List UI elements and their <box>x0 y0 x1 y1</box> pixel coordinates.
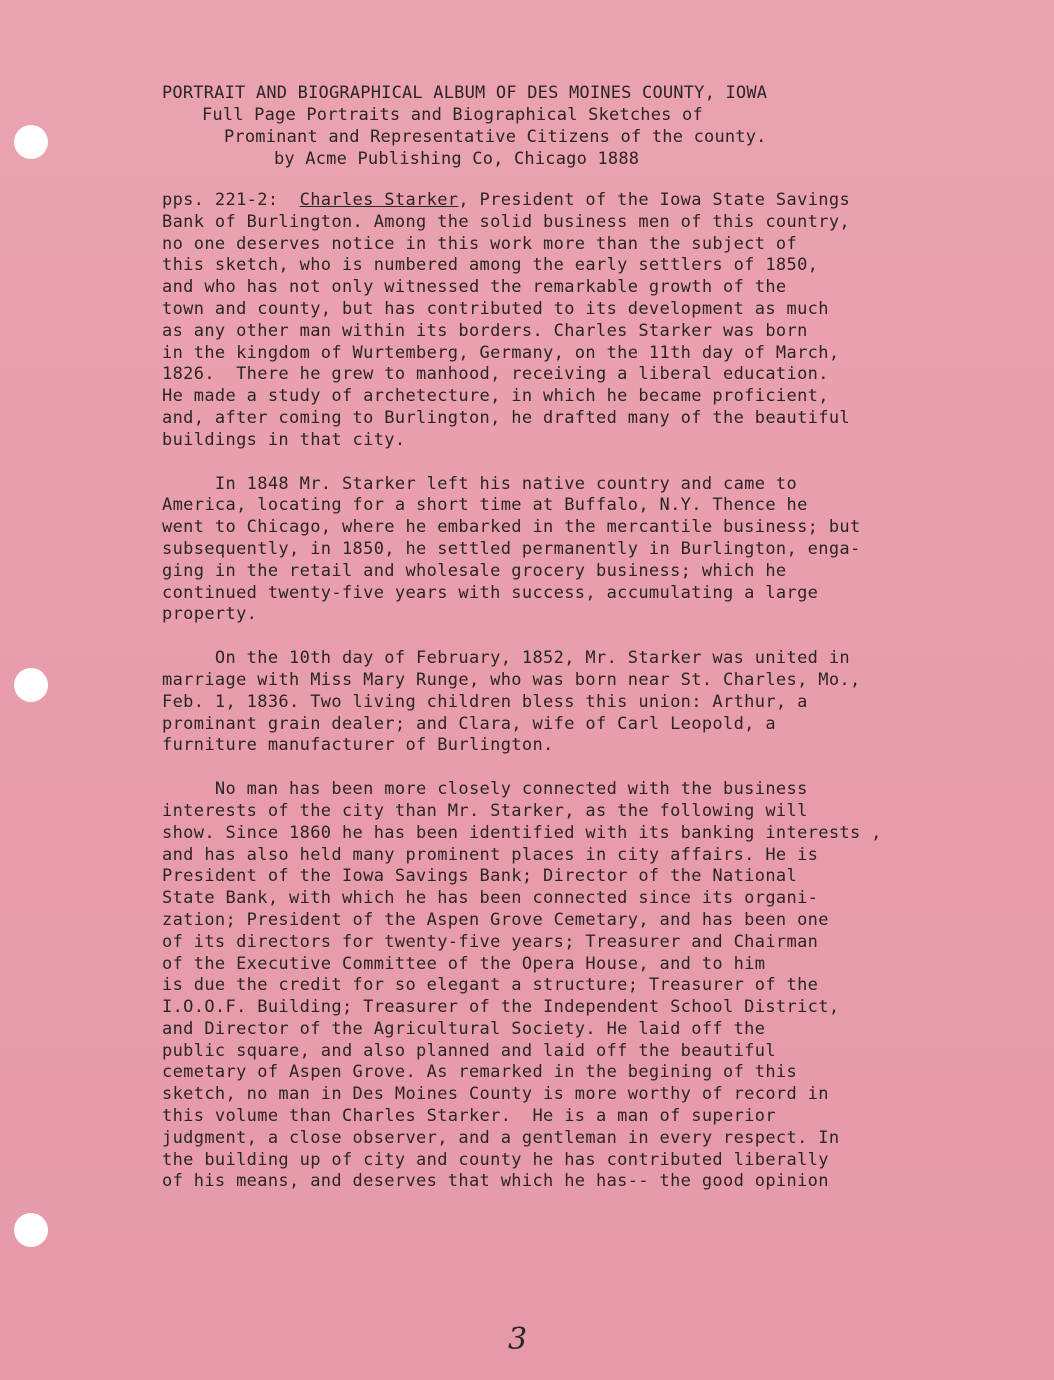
text-line: property. <box>162 604 258 625</box>
paragraph-1 <box>162 190 1032 452</box>
text-line: is due the credit for so elegant a structure; Treasurer of the <box>162 975 819 996</box>
text-line: interests of the city than Mr. Starker, as the following will <box>162 800 808 821</box>
text-line: show. Since 1860 he has been identified with its banking interests , <box>162 822 882 843</box>
header-publisher: by Acme Publishing Co, Chicago 1888 <box>274 149 640 169</box>
text-line: furniture manufacturer of Burlington. <box>162 735 554 756</box>
text-line: public square, and also planned and laid off the beautiful <box>162 1040 776 1061</box>
text-line: town and county, but has contributed to its development as much <box>162 298 829 319</box>
paragraph-1-first-line <box>162 190 1032 212</box>
text-line: 1826. There he grew to manhood, receiving a liberal education. <box>162 364 829 385</box>
text-line: State Bank, with which he has been connected since its organi- <box>162 888 819 909</box>
text-line: America, locating for a short time at Buffalo, N.Y. Thence he <box>162 495 808 516</box>
paragraph-4 <box>162 779 1032 1193</box>
paragraph-2 <box>162 474 1032 627</box>
text-line: No man has been more closely connected with the business <box>162 779 808 800</box>
text-line: the building up of city and county he has contributed liberally <box>162 1149 829 1170</box>
subject-name: Charles Starker <box>299 190 459 210</box>
header-subtitle-2: Prominant and Representative Citizens of the county. <box>224 127 767 147</box>
page-reference: pps. 221-2: <box>162 190 300 210</box>
first-line-rest: , President of the Iowa State Savings <box>458 190 851 210</box>
punch-hole-top <box>14 125 48 159</box>
text-line: and, after coming to Burlington, he drafted many of the beautiful <box>162 407 851 428</box>
text-line: buildings in that city. <box>162 429 406 450</box>
text-line: On the 10th day of February, 1852, Mr. Starker was united in <box>162 648 851 669</box>
text-line: subsequently, in 1850, he settled permanently in Burlington, enga- <box>162 538 861 559</box>
document-header <box>162 82 1022 170</box>
text-line: judgment, a close observer, and a gentleman in every respect. In <box>162 1127 840 1148</box>
text-line: in the kingdom of Wurtemberg, Germany, on the 11th day of March, <box>162 342 840 363</box>
text-line: Feb. 1, 1836. Two living children bless this union: Arthur, a <box>162 691 808 712</box>
document-body <box>162 190 1032 1215</box>
text-line: went to Chicago, where he embarked in the mercantile business; but <box>162 517 861 538</box>
text-line: this volume than Charles Starker. He is a man of superior <box>162 1106 776 1127</box>
text-line: He made a study of archetecture, in which he became proficient, <box>162 386 829 407</box>
text-line: In 1848 Mr. Starker left his native country and came to <box>162 473 798 494</box>
text-line: this sketch, who is numbered among the early settlers of 1850, <box>162 255 819 276</box>
text-line: of the Executive Committee of the Opera House, and to him <box>162 953 766 974</box>
text-line: prominant grain dealer; and Clara, wife of Carl Leopold, a <box>162 713 776 734</box>
text-line: ging in the retail and wholesale grocery business; which he <box>162 560 787 581</box>
punch-hole-middle <box>14 668 48 702</box>
text-line: no one deserves notice in this work more than the subject of <box>162 233 798 254</box>
text-line: continued twenty-five years with success, accumulating a large <box>162 582 819 603</box>
text-line: as any other man within its borders. Charles Starker was born <box>162 320 808 341</box>
text-line: and Director of the Agricultural Society. He laid off the <box>162 1018 766 1039</box>
text-line: marriage with Miss Mary Runge, who was born near St. Charles, Mo., <box>162 669 861 690</box>
paragraph-3 <box>162 648 1032 757</box>
text-line: President of the Iowa Savings Bank; Director of the National <box>162 866 798 887</box>
text-line: and who has not only witnessed the remarkable growth of the <box>162 277 787 298</box>
text-line: of his means, and deserves that which he has-- the good opinion <box>162 1171 829 1192</box>
header-title: PORTRAIT AND BIOGRAPHICAL ALBUM OF DES MOINES COUNTY, IOWA <box>162 83 768 103</box>
text-line: cemetary of Aspen Grove. As remarked in the begining of this <box>162 1062 798 1083</box>
text-line: Bank of Burlington. Among the solid business men of this country, <box>162 211 851 232</box>
punch-hole-bottom <box>14 1213 48 1247</box>
text-line: I.O.O.F. Building; Treasurer of the Independent School District, <box>162 997 840 1018</box>
header-subtitle: Full Page Portraits and Biographical Sketches of <box>202 105 703 125</box>
text-line: sketch, no man in Des Moines County is more worthy of record in <box>162 1084 829 1105</box>
text-line: and has also held many prominent places in city affairs. He is <box>162 844 819 865</box>
text-line: zation; President of the Aspen Grove Cemetary, and has been one <box>162 909 829 930</box>
page-number: 3 <box>508 1322 528 1357</box>
text-line: of its directors for twenty-five years; Treasurer and Chairman <box>162 931 819 952</box>
